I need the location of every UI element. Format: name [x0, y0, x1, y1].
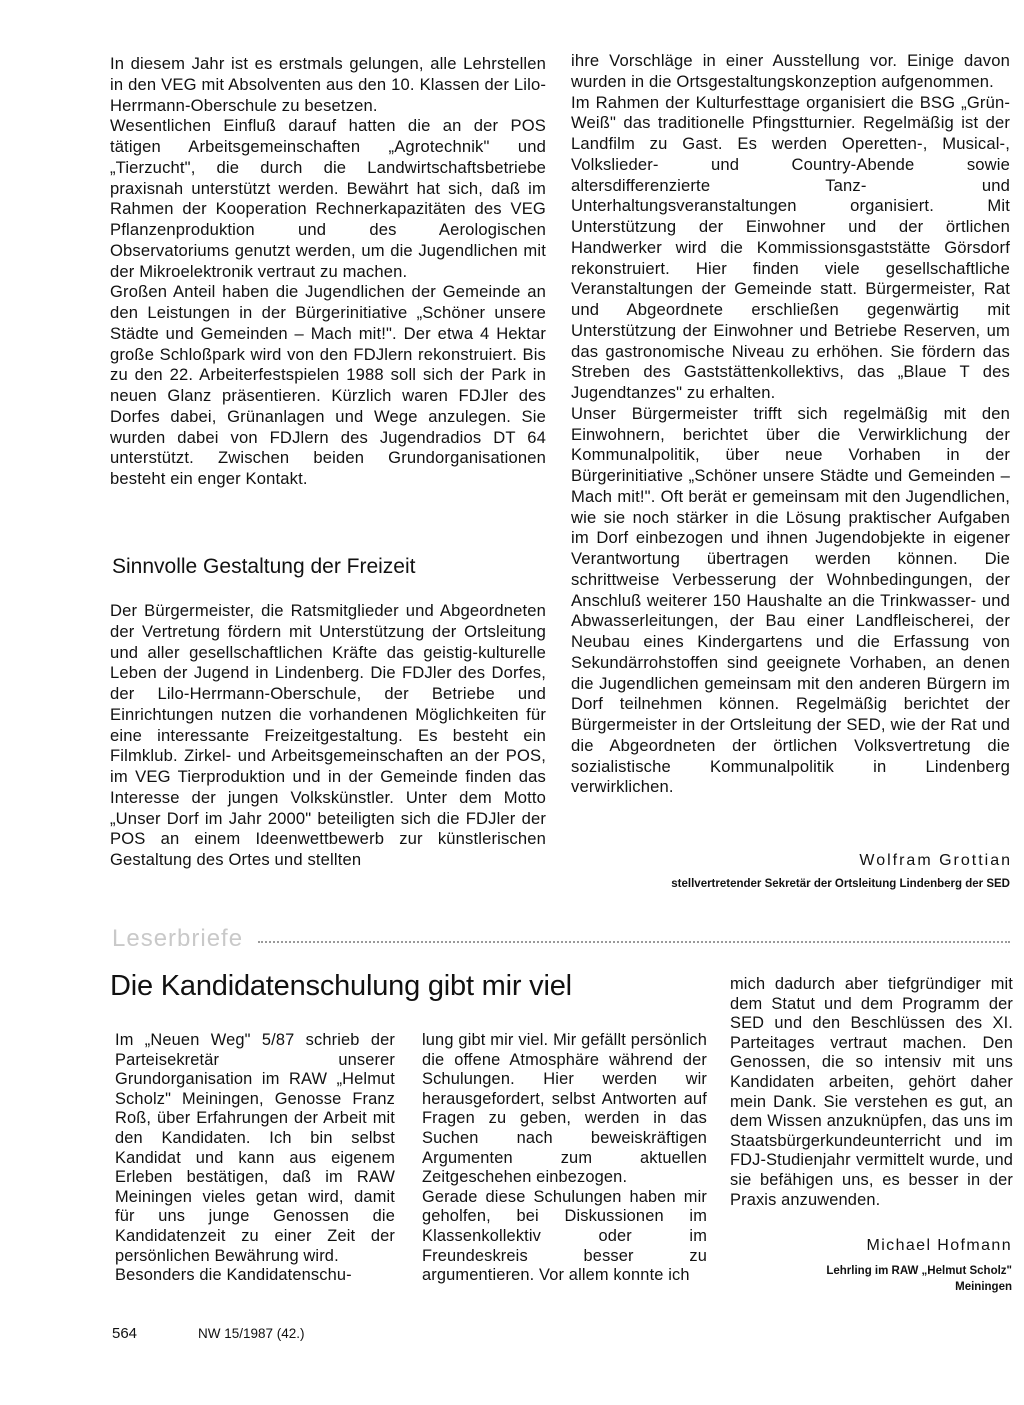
article2-paragraph: Besonders die Kandidatenschu-: [115, 1266, 352, 1285]
article2-author-role-line2: Meiningen: [955, 1281, 1012, 1293]
article1-left-column-2: [110, 601, 546, 871]
article1-author-role: stellvertretender Sekretär der Ortsleitung Lindenberg der SED: [671, 878, 1010, 890]
article1-paragraph: ihre Vorschläge in einer Ausstellung vor. Einige davon wurden in die Ortsgestaltungskonzeption aufgenommen.: [571, 51, 1010, 91]
article2-column-1: [115, 1031, 395, 1286]
rubric-divider: [258, 941, 1010, 943]
page-number: 564: [112, 1325, 138, 1342]
article1-author: Wolfram Grottian: [859, 852, 1012, 869]
article2-paragraph: mich dadurch aber tiefgründiger mit dem Statut und dem Programm der SED und den Beschlüssen des XI. Parteitages vertraut machen. Den Genossen, die so intensiv mit uns Kandidaten arbeiten, gehört daher mein Dank. Sie verstehen es gut, an dem Wissen anzuknüpfen, das uns im Staatsbürgerkundeunterricht und im FDJ-Studienjahr vermittelt wurde, und sie befähigen uns, es besser in der Praxis anzuwenden.: [730, 975, 1013, 1209]
article1-paragraph: In diesem Jahr ist es erstmals gelungen, alle Lehrstellen in den VEG mit Absolventen aus den 10. Klassen der Lilo-Herrmann-Oberschule zu besetzen.: [110, 54, 546, 115]
article1-subheading: Sinnvolle Gestaltung der Freizeit: [112, 555, 416, 578]
article1-paragraph: Unser Bürgermeister trifft sich regelmäßig mit den Einwohnern, berichtet über die Verwirklichung der Kommunalpolitik, über neue Vorhaben in der Bürgerinitiative „Schöner unsere Städte und Gemeinden – Mach mit!". Oft berät er gemeinsam mit den Jugendlichen, wie sie noch stärker in die Lösung praktischer Aufgaben im Dorf einbezogen und ihnen Jugendobjekte in eigener Verantwortung übertragen werden können. Die schrittweise Verbesserung der Wohnbedingungen, der Anschluß weiterer 150 Haushalte an die Trinkwasser- und Abwasserleitungen, der Bau einer Landfleischerei, der Neubau eines Kindergartens und die Erfassung von Sekundärrohstoffen sind geeignete Vorhaben, an denen die Jugendlichen gemeinsam mit den anderen Bürgern im Dorf teilnehmen können. Regelmäßig berichtet der Bürgermeister in der Ortsleitung der SED, wie der Rat und die Abgeordneten der örtlichen Volksvertretung die sozialistische Kommunalpolitik in Lindenberg verwirklichen.: [571, 403, 1010, 797]
article1-left-column: [110, 54, 546, 490]
article2-column-2: [422, 1031, 707, 1286]
article2-paragraph: lung gibt mir viel. Mir gefällt persönlich die offene Atmosphäre während der Schulungen. Hier werden wir herausgefordert, selbst Antworten auf Fragen zu geben, werden in das Suchen nach beweiskräftigen Argumenten zum aktuellen Zeitgeschehen einbezogen.: [422, 1031, 707, 1187]
article2-paragraph: Gerade diese Schulungen haben mir geholfen, bei Diskussionen im Klassenkollektiv oder im Freundeskreis besser zu argumentieren. Vor allem konnte ich: [422, 1187, 707, 1285]
issue-reference: NW 15/1987 (42.): [198, 1326, 305, 1341]
article1-paragraph: Im Rahmen der Kulturfesttage organisiert die BSG „Grün-Weiß" das traditionelle Pfingstturnier. Regelmäßig ist der Landfilm zu Gast. Es werden Operetten-, Musical-, Volkslieder- und Country-Abende sowie altersdifferenzierte Tanz- und Unterhaltungsveranstaltungen organisiert. Mit Unterstützung der Einwohner und der örtlichen Handwerker wird die Kommissionsgaststätte Görsdorf rekonstruiert. Hier finden viele gesellschaftliche Veranstaltungen der Gemeinde statt. Bürgermeister, Rat und Abgeordnete erschließen gegenwärtig mit Unterstützung der Einwohner und Betriebe Reserven, um das gastronomische Niveau zu erhöhen. Sie fördern das Streben des Gaststättenkollektivs, das „Blaue T des Jugendtanzes" zu erhalten.: [571, 92, 1010, 402]
article1-paragraph: Wesentlichen Einfluß darauf hatten die an der POS tätigen Arbeitsgemeinschaften „Agrotechnik" und „Tierzucht", die durch die Landwirtschaftsbetriebe praxisnah unterstützt werden. Bewährt hat sich, daß im Rahmen der Kooperation Rechnerkapazitäten des VEG Pflanzenproduktion und des Aerologischen Observatoriums genutzt werden, um die Jugendlichen mit der Mikroelektronik vertraut zu machen.: [110, 116, 546, 281]
article1-paragraph: Großen Anteil haben die Jugendlichen der Gemeinde an den Leistungen in der Bürgerinitiative „Schöner unsere Städte und Gemeinden – Mach mit!". Der etwa 4 Hektar große Schloßpark wird von den FDJlern rekonstruiert. Bis zu den 22. Arbeiterfestspielen 1988 soll sich der Park in neuen Glanz präsentieren. Kürzlich waren FDJler des Dorfes dabei, Grünanlagen und Wege anzulegen. Sie wurden dabei von FDJlern des Jugendradios DT 64 unterstützt. Zwischen beiden Grundorganisationen besteht ein enger Kontakt.: [110, 282, 546, 488]
article1-right-column: [571, 51, 1010, 798]
article2-headline: Die Kandidatenschulung gibt mir viel: [110, 970, 572, 1002]
article1-paragraph: Der Bürgermeister, die Ratsmitglieder und Abgeordneten der Vertretung fördern mit Unterstützung der Ortsleitung und aller gesellschaftlichen Kräfte das geistig-kulturelle Leben der Jugend in Lindenberg. Die FDJler des Dorfes, der Lilo-Herrmann-Oberschule, der Betriebe und Einrichtungen nutzen die vorhandenen Möglichkeiten für eine interessante Freizeitgestaltung. Es besteht ein Filmklub. Zirkel- und Arbeitsgemeinschaften an der POS, im VEG Tierproduktion und in der Gemeinde finden das Interesse der jungen Volkskünstler. Unter dem Motto „Unser Dorf im Jahr 2000" beteiligten sich die FDJler der POS an einem Ideenwettbewerb zur künstlerischen Gestaltung des Ortes und stellten: [110, 601, 546, 869]
article2-paragraph: Im „Neuen Weg" 5/87 schrieb der Parteisekretär unserer Grundorganisation im RAW „Helmut Scholz" Meiningen, Genosse Franz Roß, über Erfahrungen der Arbeit mit den Kandidaten. Ich bin selbst Kandidat und kann aus eigenem Erleben bestätigen, daß im RAW Meiningen vieles getan wird, damit für uns junge Genossen die Kandidatenzeit zu einer Zeit der persönlichen Bewährung wird.: [115, 1031, 395, 1265]
rubric-label: Leserbriefe: [112, 925, 244, 952]
article2-author: Michael Hofmann: [866, 1237, 1012, 1254]
article2-author-role-line1: Lehrling im RAW „Helmut Scholz": [826, 1265, 1012, 1277]
article2-column-3: [730, 975, 1013, 1210]
